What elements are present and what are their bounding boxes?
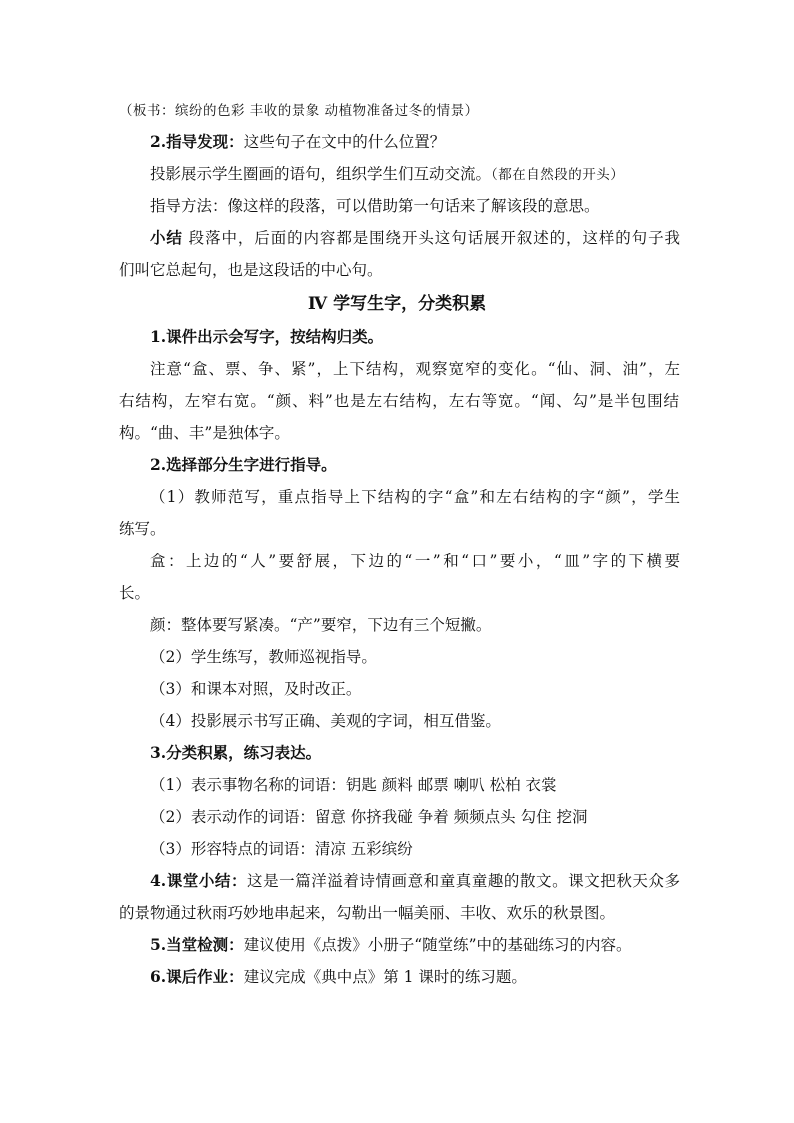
section-2-item-3: （3）和课本对照，及时改正。 <box>150 680 362 698</box>
section-4-line-2: 的景物通过秋雨巧妙地串起来，勾勒出一幅美丽、丰收、欢乐的秋景图。 <box>119 904 616 922</box>
projection-text: 投影展示学生圈画的语句，组织学生们互动交流。 <box>150 165 492 183</box>
section-2-item-1-line-1: （1）教师范写，重点指导上下结构的字“盒”和左右结构的字“颜”，学生 <box>150 488 680 506</box>
section-1-line-1: 注意“盒、票、争、紧”，上下结构，观察宽窄的变化。“仙、洞、油”，左 <box>150 360 680 378</box>
section-6-label: 6.课后作业： <box>150 967 244 986</box>
section-2-item-4: （4）投影展示书写正确、美观的字词，相互借鉴。 <box>150 712 501 730</box>
method-line: 指导方法：像这样的段落，可以借助第一句话来了解该段的意思。 <box>150 197 600 215</box>
section-3-item-1: （1）表示事物名称的词语：钥匙 颜料 邮票 喇叭 松柏 衣裳 <box>150 776 557 794</box>
section-4-text-1: 这是一篇洋溢着诗情画意和童真童趣的散文。课文把秋天众多 <box>247 872 680 890</box>
section-1-line-2: 右结构，左窄右宽。“颜、料”也是左右结构，左右等宽。“闻、勾”是半包围结 <box>119 392 679 410</box>
section-2-he-line-1: 盒：上边的“人”要舒展，下边的“一”和“口”要小，“皿”字的下横要 <box>150 552 680 570</box>
section-2-yan: 颜：整体要写紧凑。“产”要窄，下边有三个短撇。 <box>150 616 492 634</box>
summary-label: 小结 <box>150 228 183 247</box>
guide-discovery <box>150 132 680 152</box>
section-3-title: 3.分类积累，练习表达。 <box>150 743 322 762</box>
summary-text-1: 段落中，后面的内容都是围绕开头这句话展开叙述的，这样的句子我 <box>188 229 680 247</box>
projection-line <box>150 164 680 185</box>
section-5-text: 建议使用《点拨》小册子“随堂练”中的基础练习的内容。 <box>243 936 632 954</box>
section-2-title: 2.选择部分生字进行指导。 <box>150 455 337 474</box>
board-note: （板书：缤纷的色彩 丰收的景象 动植物准备过冬的情景） <box>119 103 479 119</box>
section-heading-iv: Ⅳ 学写生字，分类积累 <box>307 294 487 314</box>
section-1-line-3: 构。“曲、丰”是独体字。 <box>119 424 290 442</box>
section-2-he-line-2: 长。 <box>119 584 151 602</box>
section-6 <box>150 967 680 987</box>
section-2-item-2: （2）学生练写，教师巡视指导。 <box>150 648 377 666</box>
summary-line-2: 们叫它总起句，也是这段话的中心句。 <box>119 261 383 279</box>
guide-text: 这些句子在文中的什么位置？ <box>243 133 446 151</box>
section-4-line-1 <box>150 871 680 891</box>
guide-label: 2.指导发现： <box>150 132 244 151</box>
section-5-label: 5.当堂检测： <box>150 935 244 954</box>
section-3-item-3: （3）形容特点的词语：清凉 五彩缤纷 <box>150 840 413 858</box>
summary-line-1 <box>150 228 680 248</box>
section-2-item-1-line-2: 练写。 <box>119 520 166 538</box>
projection-note: （都在自然段的开头） <box>491 167 625 183</box>
section-6-text: 建议完成《典中点》第 1 课时的练习题。 <box>243 968 527 986</box>
section-1-title: 1.课件出示会写字，按结构归类。 <box>150 327 384 346</box>
section-3-item-2: （2）表示动作的词语：留意 你挤我碰 争着 频频点头 勾住 挖洞 <box>150 808 588 826</box>
section-4-label: 4.课堂小结： <box>150 871 248 890</box>
section-5 <box>150 935 680 955</box>
